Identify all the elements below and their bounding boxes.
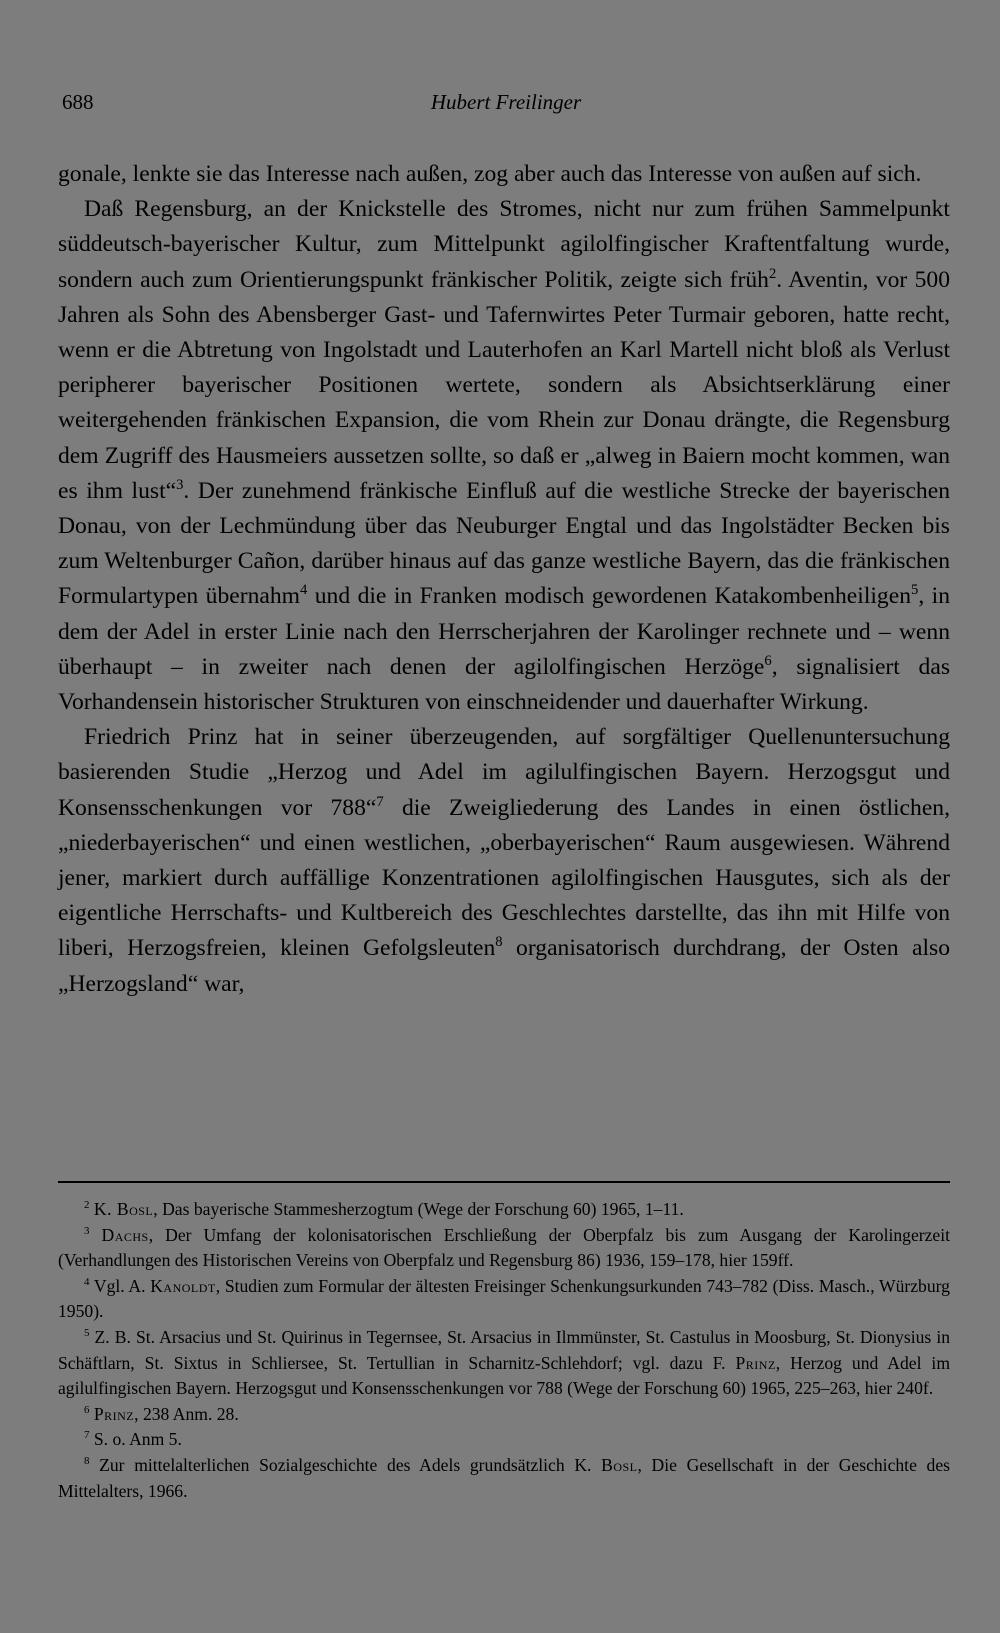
footnote-number: 6 [84, 1403, 90, 1416]
footnote-author: Dachs [101, 1224, 149, 1245]
paragraph-3 [58, 720, 950, 1002]
paragraph-1 [58, 157, 950, 192]
footnote-7 [58, 1427, 950, 1453]
page-header [62, 90, 950, 120]
footnote-text: , Studien zum Formular der ältesten Freisinger Schenkungsurkunden 743–782 (Diss. Masch., Würzburg 1950). [58, 1275, 950, 1322]
paragraph-2 [58, 192, 950, 720]
footnote-number: 4 [84, 1275, 90, 1288]
footnote-prefix: Zur mittelalterlichen Sozialgeschichte des Adels grundsätzlich K. [99, 1454, 602, 1475]
page-number: 688 [62, 90, 94, 114]
paragraph-2-text-b: . Aventin, vor 500 Jahren als Sohn des Abensberger Gast- und Tafernwirtes Peter Turmair geboren, hatte recht, wenn er die Abtretung von Ingolstadt und Lauterhofen an Karl Martell nicht bloß als Verlust peripherer bayerischer Positionen wertete, sondern als Absichtserklärung einer weitergehenden fränkischen Expansion, die vom Rhein zur Donau drängte, die Regensburg dem Zugriff des Hausmeiers aussetzen sollte, so daß er „alweg in Baiern mocht kommen, wan es ihm lust“ [58, 266, 950, 504]
running-head: Hubert Freilinger [430, 90, 582, 114]
footnote-text: , Herzog und Adel im agilulfingischen Bayern. Herzogsgut und Konsensschenkungen vor 788 (Wege der Forschung 60) 1965, 225–263, hier 240f. [58, 1352, 951, 1399]
footnote-2 [58, 1197, 950, 1223]
footnote-number: 8 [84, 1455, 90, 1468]
footnote-6 [58, 1402, 950, 1428]
footnote-text: S. o. Anm 5. [93, 1429, 182, 1450]
paragraph-2-text-f: , signalisiert das Vorhandensein historischer Strukturen von einschneidender und dauerhafter Wirkung. [58, 653, 950, 716]
paragraph-3-text-a: Friedrich Prinz hat in seiner überzeugenden, auf sorgfältiger Quellenuntersuchung basierenden Studie „Herzog und Adel im agilulfingischen Bayern. Herzogsgut und Konsensschenkungen vor 788“ [58, 724, 950, 821]
footnote-author: Prinz [93, 1403, 135, 1424]
footnote-text: , Der Umfang der kolonisatorischen Erschließung der Oberpfalz bis zum Ausgang der Karolingerzeit (Verhandlungen des Historischen Vereins von Oberpfalz und Regensburg 86) 1936, 159–178, hier 159ff. [58, 1224, 951, 1271]
paragraph-2-text-a: Daß Regensburg, an der Knickstelle des Stromes, nicht nur zum frühen Sammelpunkt süddeutsch-bayerischer Kultur, zum Mittelpunkt agilolfingischer Kraftentfaltung wurde, sondern auch zum Orientierungspunkt fränkischer Politik, zeigte sich früh [58, 196, 950, 293]
footnote-number: 5 [84, 1327, 90, 1340]
footnote-text: , Die Gesellschaft in der Geschichte des Mittelalters, 1966. [58, 1454, 950, 1501]
footnote-3 [58, 1223, 950, 1274]
footnote-divider [58, 1181, 950, 1183]
footnote-prefix: Vgl. A. [93, 1275, 151, 1296]
footnote-number: 2 [84, 1199, 90, 1212]
footnote-text: , 238 Anm. 28. [134, 1403, 239, 1424]
paragraph-2-text-e: , in dem der Adel in erster Linie nach den Herrscherjahren der Karolinger rechnete und – wenn überhaupt – in zweiter nach denen der agilolfingischen Herzöge [58, 583, 950, 680]
footnote-ref-2[interactable]: 2 [768, 265, 777, 282]
footnote-ref-7[interactable]: 7 [376, 793, 384, 810]
footnote-ref-5[interactable]: 5 [911, 582, 919, 599]
footnote-ref-8[interactable]: 8 [495, 934, 503, 951]
paragraph-2-text-c: . Der zunehmend fränkische Einfluß auf die westliche Strecke der bayerischen Donau, von der Lechmündung über das Neuburger Engtal und das Ingolstädter Becken bis zum Weltenburger Cañon, darüber hinaus auf das ganze westliche Bayern, das die fränkischen Formulartypen übernahm [58, 477, 950, 610]
footnote-author: Prinz [735, 1352, 776, 1373]
paragraph-3-text-b: die Zweigliederung des Landes in einen östlichen, „niederbayerischen“ und einen westlichen, „oberbayerischen“ Raum ausgewiesen. Während jener, markiert durch auffällige Konzentrationen agilolfingischen Hausgutes, sich als der eigentliche Herrschafts- und Kultbereich des Geschlechtes darstellte, das ihn mit Hilfe von liberi, Herzogsfreien, kleinen Gefolgsleuten [58, 794, 950, 962]
footnote-prefix: Z. B. St. Arsacius und St. Quirinus in Tegernsee, St. Arsacius in Ilmmünster, St. Castulus in Moosburg, St. Dionysius in Schäftlarn, St. Sixtus in Schliersee, St. Tertullian in Scharnitz-Schlehdorf; vgl. dazu F. [58, 1326, 950, 1373]
footnote-number: 7 [84, 1429, 90, 1442]
paragraph-3-text-c: organisatorisch durchdrang, der Osten also „Herzogsland“ war, [58, 935, 950, 997]
main-text [58, 157, 950, 1002]
paragraph-2-text-d: und die in Franken modisch gewordenen Katakombenheiligen [307, 583, 911, 610]
footnote-ref-6[interactable]: 6 [764, 652, 772, 669]
footnote-4 [58, 1274, 950, 1325]
paragraph-1-text: gonale, lenkte sie das Interesse nach außen, zog aber auch das Interesse von außen auf sich. [58, 161, 922, 187]
footnote-5 [58, 1325, 950, 1402]
footnote-text: , Das bayerische Stammesherzogtum (Wege der Forschung 60) 1965, 1–11. [153, 1199, 684, 1219]
footnote-number: 3 [84, 1224, 90, 1237]
footnote-ref-4[interactable]: 4 [300, 582, 308, 599]
footnote-author: K. Bosl [93, 1199, 154, 1219]
footnotes [58, 1197, 950, 1504]
footnote-ref-3[interactable]: 3 [176, 476, 184, 493]
footnote-author: Bosl [601, 1454, 638, 1475]
footnote-8 [58, 1453, 950, 1504]
footnote-author: Kanoldt [150, 1275, 216, 1296]
